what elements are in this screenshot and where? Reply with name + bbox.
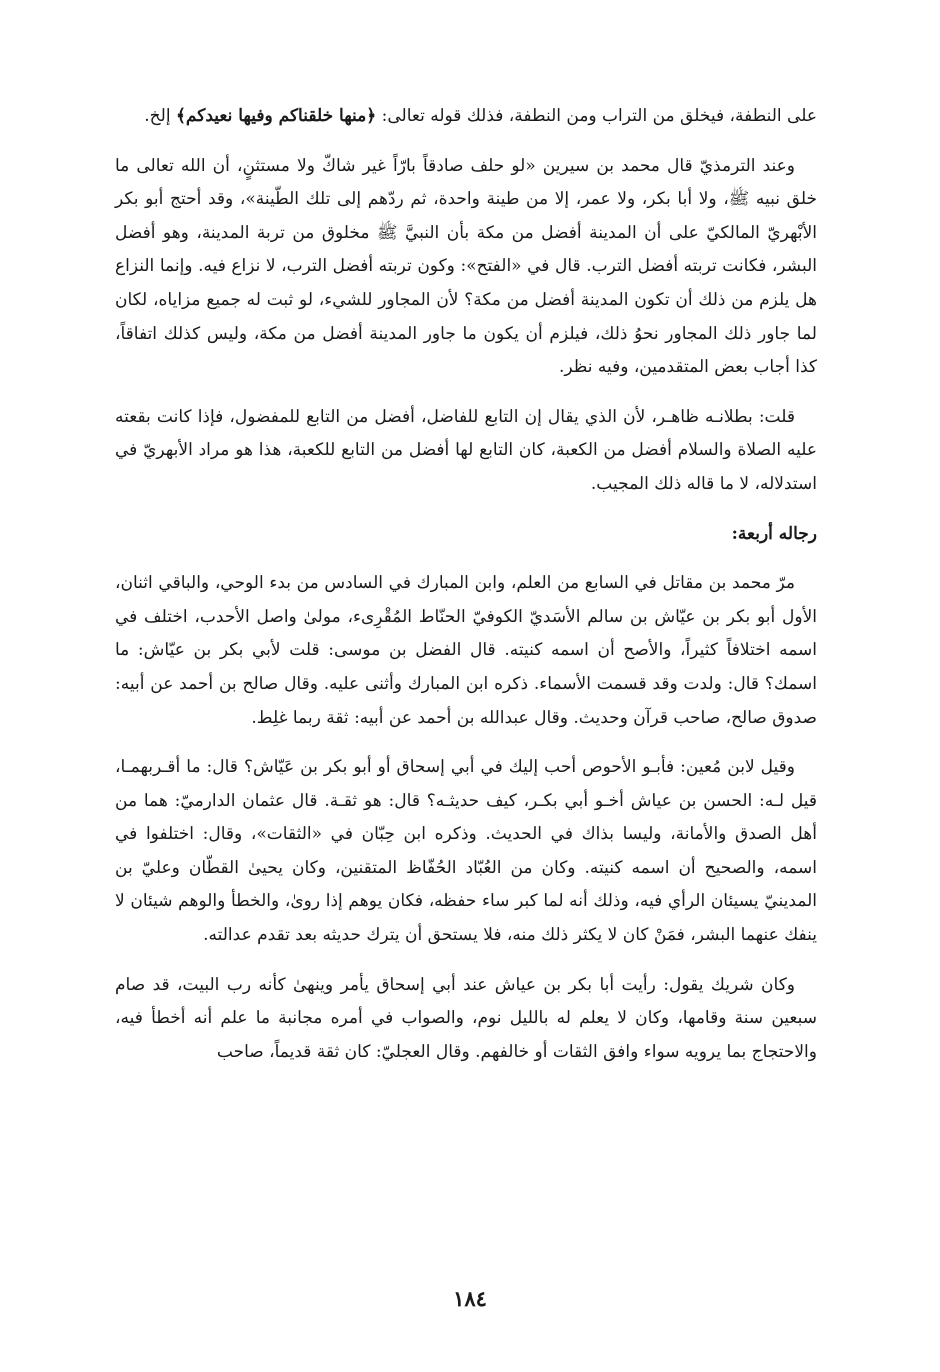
page-body — [115, 100, 817, 1085]
paragraph-4: مرّ محمد بن مقاتل في السابع من العلم، وابن المبارك في السادس من بدء الوحي، والباقي اثنان، الأول أبو بكر بن عيّاش بن سالم الأسَديّ الكوفيّ الحنّاط المُقْرِىء، مولىٰ واصل الأحدب، اختلف في اسمه اختلافاً كثيراً، والأصح أن اسمه كنيته. قال الفضل بن موسى: قلت لأبي بكر بن عيّاش: ما اسمك؟ قال: ولدت وقد قسمت الأسماء. ذكره ابن المبارك وأثنى عليه. وقال صالح بن أحمد عن أبيه: صدوق صالح، صاحب قرآن وحديث. وقال عبدالله بن أحمد عن أبيه: ثقة ربما غلِط. — [115, 573, 817, 728]
paragraph-6: وكان شريك يقول: رأيت أبا بكر بن عياش عند أبي إسحاق يأمر وينهىٰ كأنه رب البيت، قد صام سبعين سنة وقامها، وكان لا يعلم له بالليل نوم، والصواب في أمره مجانبة ما علم أنه أخطأ فيه، والاحتجاج بما يرويه سواء وافق الثقات أو خالفهم. وقال العجليّ: كان ثقة قديماً، صاحب — [115, 974, 817, 1062]
paragraph-5: وقيل لابن مُعين: فأبـو الأحوص أحب إليك في أبي إسحاق أو أبو بكر بن عَيّاش؟ قال: ما أقـربهمـا، قيل لـه: الحسن بن عياش أخـو أبي بكـر، كيف حديثـه؟ قال: هو ثقـة. قال عثمان الدارميّ: هما من أهل الصدق والأمانة، وليسا بذاك في الحديث. وذكره ابن حِبّان في «الثقات»، وقال: اختلفوا في اسمه، والصحيح أن اسمه كنيته. وكان من العُبّاد الحُفّاظ المتقنين، وكان يحيىٰ القطّان وعليّ بن المدينيّ يسيئان الرأي فيه، وذلك أنه لما كبر ساء حفظه، فكان يوهم إذا روىٰ، والخطأ والوهم شيئان لا ينفك عنهما البشر، فمَنْ كان لا يكثر ذلك منه، فلا يستحق أن يترك حديثه بعد تقدم عدالته. — [115, 757, 817, 946]
paragraph-1 — [115, 100, 817, 134]
page-number: ١٨٤ — [453, 1286, 487, 1311]
paragraph-1-text-a: على النطفة، فيخلق من التراب ومن النطفة، فذلك قوله تعالى: — [376, 106, 817, 126]
paragraph-2: وعند الترمذيّ قال محمد بن سيرين «لو حلف صادقاً بارّاً غير شاكّ ولا مستثنٍ، أن الله تعالى ما خلق نبيه ﷺ، ولا أبا بكر، ولا عمر، إلا من طينة واحدة، ثم ردّهم إلى تلك الطّينة»، وقد أحتج أبو بكر الأبْهريّ المالكيّ على أن المدينة أفضل من مكة بأن النبيَّ ﷺ مخلوق من تربة المدينة، وهو أفضل البشر، فكانت تربته أفضل الترب. قال في «الفتح»: وكون تربته أفضل الترب، لا نزاع فيه. وإنما النزاع هل يلزم من ذلك أن تكون المدينة أفضل من مكة؟ لأن المجاور للشيء، لو ثبت له جميع مزاياه، لكان لما جاور ذلك المجاور نحوُ ذلك، فيلزم أن يكون ما جاور المدينة أفضل من مكة، وليس كذلك اتفاقاً، كذا أجاب بعض المتقدمين، وفيه نظر. — [115, 155, 817, 378]
paragraph-3: قلت: بطلانـه ظاهـر، لأن الذي يقال إن التابع للفاضل، أفضل من التابع للمفضول، فإذا كانت بقعته عليه الصلاة والسلام أفضل من الكعبة، كان التابع لها أفضل من التابع للكعبة، هذا هو مراد الأبهريّ في استدلاله، لا ما قاله ذلك المجيب. — [115, 406, 817, 494]
section-heading: رجاله أربعة: — [731, 523, 817, 544]
quran-quote: ﴿منها خلقناكم وفيها نعيدكم﴾ — [175, 106, 377, 126]
paragraph-1-text-b: إلخ. — [144, 106, 176, 126]
